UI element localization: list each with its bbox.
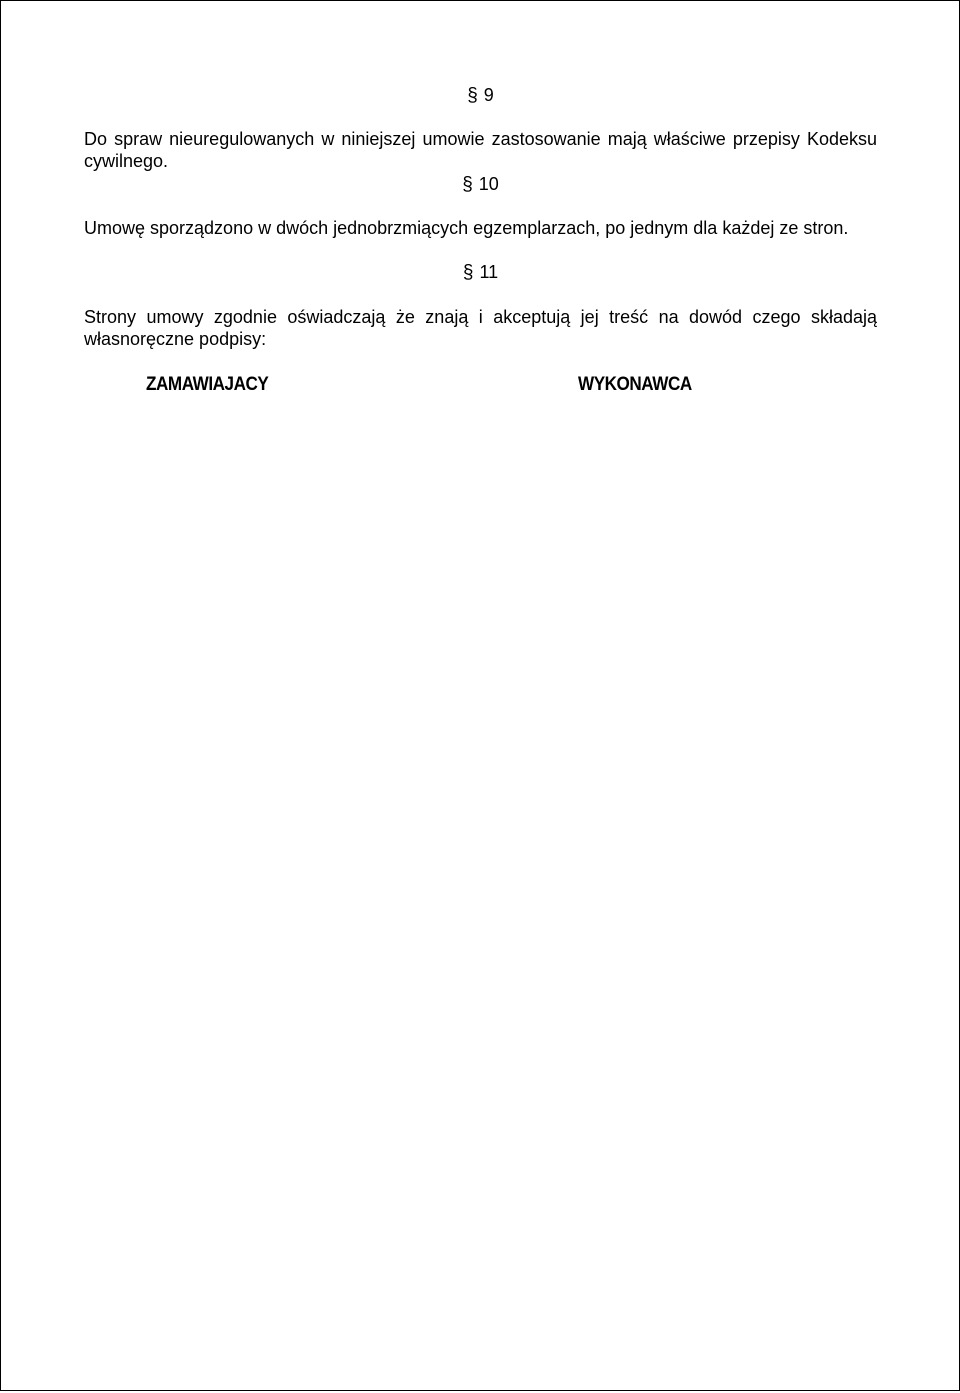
section-heading-9: [84, 84, 877, 107]
section-heading-10: [84, 173, 877, 196]
section-number: 11: [479, 262, 499, 282]
section-number: 9: [483, 85, 494, 105]
section-10-text: Umowę sporządzono w dwóch jednobrzmiących egzemplarzach, po jednym dla każdej ze stron.: [84, 218, 849, 238]
section-9-text: Do spraw nieuregulowanych w niniejszej umowie zastosowanie mają właściwe przepisy Kodeksu cywilnego.: [84, 129, 877, 171]
signature-label-zamawiajacy: ZAMAWIAJACY: [146, 374, 269, 395]
signature-label-wykonawca: WYKONAWCA: [578, 374, 692, 395]
section-sign: §: [467, 85, 478, 106]
section-sign: §: [462, 262, 474, 283]
section-sign: §: [462, 174, 473, 195]
section-11-text: Strony umowy zgodnie oświadczają że znają i akceptują jej treść na dowód czego składają własnoręczne podpisy:: [84, 307, 877, 349]
section-number: 10: [478, 174, 499, 194]
section-heading-11: [84, 261, 877, 284]
